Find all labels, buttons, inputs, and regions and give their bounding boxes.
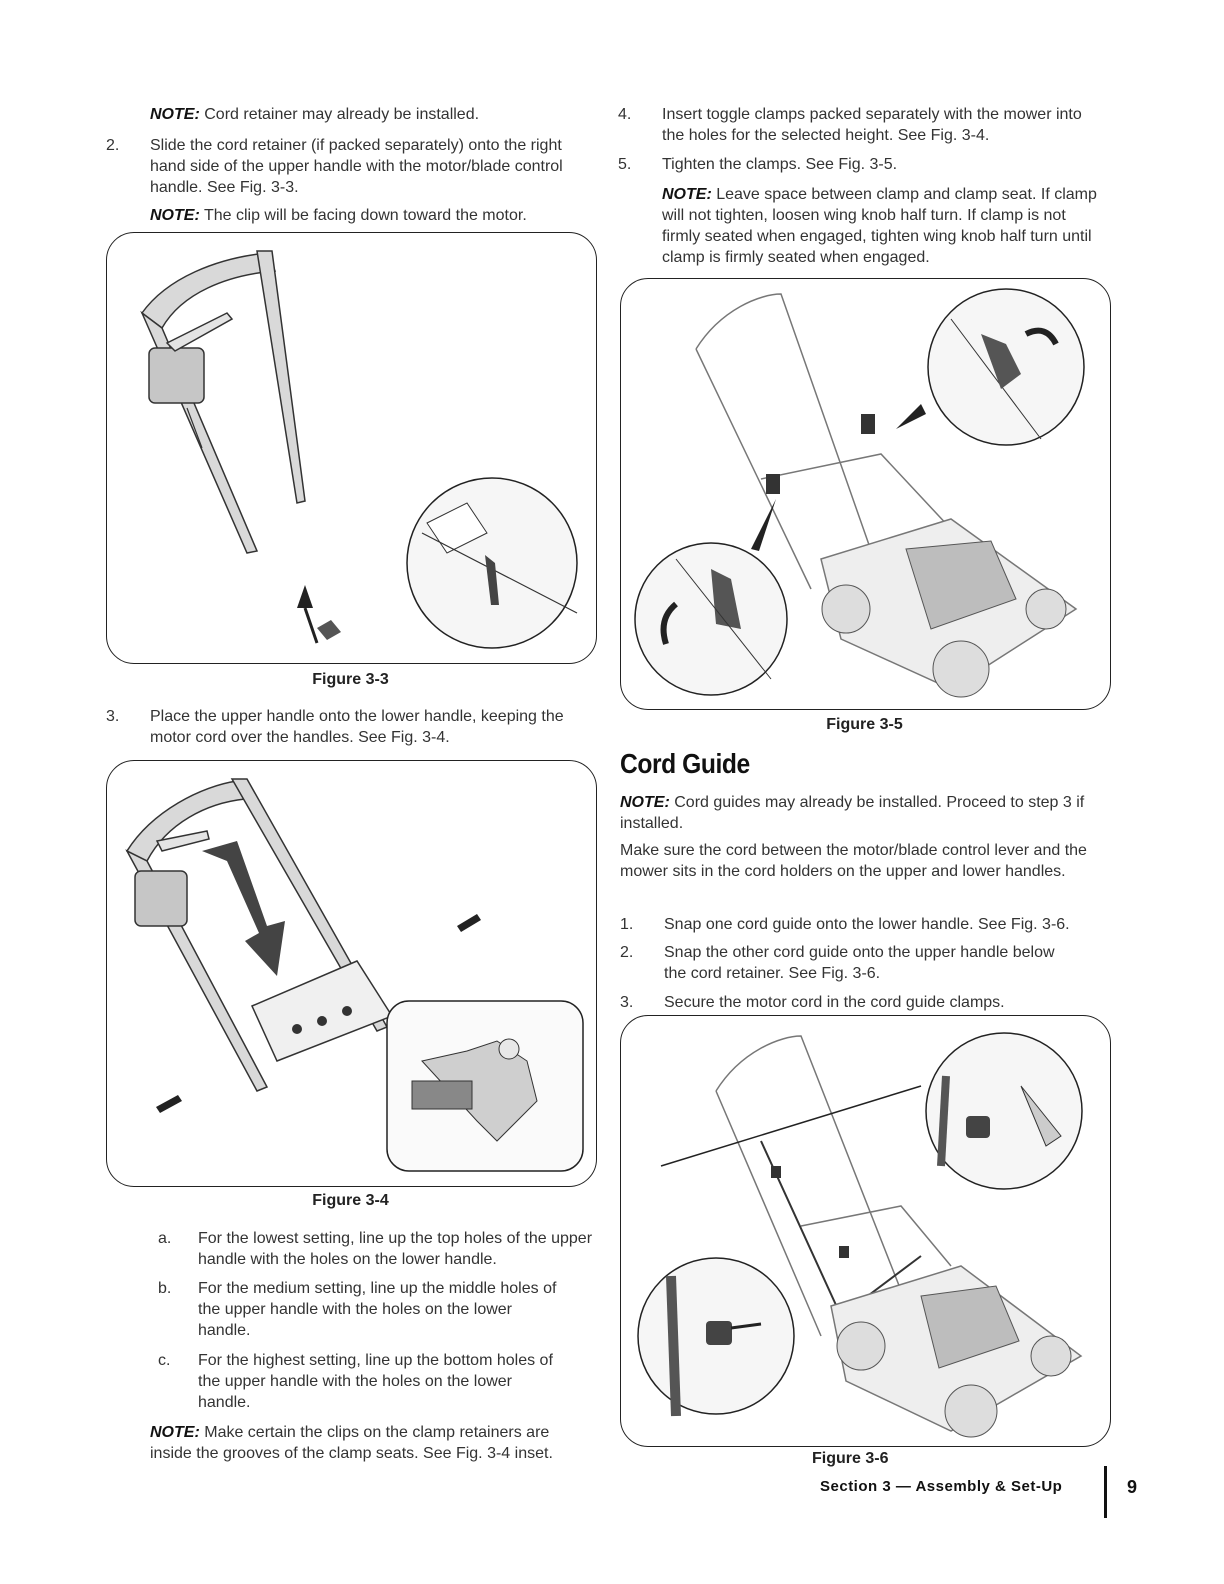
sub-step-letter: c. — [158, 1352, 171, 1369]
note-text: Cord retainer may already be installed. — [204, 106, 480, 123]
cord-guide-step-1 — [620, 914, 1110, 936]
step-text: Slide the cord retainer (if packed separately) onto the right hand side of the upper handle with the motor/blade control handle. See Fig. 3-3. — [150, 137, 563, 196]
note-label: NOTE: — [150, 207, 200, 224]
step-3 — [106, 706, 596, 750]
note-label: NOTE: — [150, 1424, 200, 1441]
step-2 — [106, 135, 596, 201]
step-number: 2. — [106, 137, 120, 154]
figure-3-5-caption: Figure 3-5 — [826, 716, 903, 733]
figure-3-3-illustration — [107, 233, 596, 663]
note-text: Cord guides may already be installed. Proceed to step 3 if installed. — [620, 794, 1085, 832]
section-heading-cord-guide: Cord Guide — [620, 748, 750, 779]
sub-step-letter: b. — [158, 1280, 172, 1297]
page-number: 9 — [1127, 1477, 1138, 1497]
sub-step-text: For the lowest setting, line up the top holes of the upper handle with the holes on the lower handle. — [198, 1230, 593, 1268]
figure-3-5-illustration — [621, 279, 1110, 709]
cord-guide-step-3 — [620, 992, 1110, 1014]
sub-step-c — [158, 1350, 598, 1416]
figure-3-6-caption: Figure 3-6 — [812, 1450, 889, 1467]
note-label: NOTE: — [662, 186, 712, 203]
note-cord-retainer — [150, 104, 590, 125]
figure-3-4-illustration — [107, 761, 596, 1186]
section-footer: Section 3 — Assembly & Set-Up — [820, 1478, 1063, 1495]
figure-3-4 — [106, 760, 597, 1187]
sub-step-letter: a. — [158, 1230, 172, 1247]
sub-step-a — [158, 1228, 598, 1272]
step-number: 5. — [618, 156, 632, 173]
note-label: NOTE: — [620, 794, 670, 811]
note-clip-direction — [150, 205, 590, 226]
step-number: 3. — [106, 708, 120, 725]
note-label: NOTE: — [150, 106, 200, 123]
figure-3-3-caption: Figure 3-3 — [312, 671, 389, 688]
note-clamp-tightening — [662, 184, 1108, 268]
figure-3-5 — [620, 278, 1111, 710]
step-text: Insert toggle clamps packed separately with the mower into the holes for the selected height. See Fig. 3-4. — [662, 106, 1082, 144]
note-text: The clip will be facing down toward the motor. — [203, 207, 527, 224]
note-cord-guides — [620, 792, 1108, 834]
step-4 — [618, 104, 1108, 148]
figure-3-6 — [620, 1015, 1111, 1447]
step-text: Tighten the clamps. See Fig. 3-5. — [662, 156, 898, 173]
step-number: 4. — [618, 106, 632, 123]
cord-guide-paragraph: Make sure the cord between the motor/blade control lever and the mower sits in the cord holders on the upper and lower handles. — [620, 842, 1087, 880]
step-number: 1. — [620, 916, 634, 933]
step-number: 2. — [620, 944, 634, 961]
note-clamp-grooves — [150, 1422, 590, 1464]
sub-step-text: For the medium setting, line up the middle holes of the upper handle with the holes on the lower handle. — [198, 1280, 557, 1339]
figure-3-4-caption: Figure 3-4 — [312, 1192, 389, 1209]
step-text: Snap the other cord guide onto the upper handle below the cord retainer. See Fig. 3-6. — [664, 944, 1055, 982]
step-text: Place the upper handle onto the lower handle, keeping the motor cord over the handles. See Fig. 3-4. — [150, 708, 564, 746]
sub-step-b — [158, 1278, 598, 1344]
sub-step-text: For the highest setting, line up the bottom holes of the upper handle with the holes on the lower handle. — [198, 1352, 553, 1411]
cord-guide-step-2 — [620, 942, 1110, 986]
note-text: Leave space between clamp and clamp seat. If clamp will not tighten, loosen wing knob half turn. If clamp is not firmly seated when engaged, tighten wing knob half turn until clamp is firmly seated when engaged. — [662, 186, 1097, 266]
figure-3-6-illustration — [621, 1016, 1110, 1446]
step-5 — [618, 154, 1108, 176]
step-number: 3. — [620, 994, 634, 1011]
figure-3-3 — [106, 232, 597, 664]
note-text: Make certain the clips on the clamp retainers are inside the grooves of the clamp seats. See Fig. 3-4 inset. — [150, 1424, 553, 1462]
step-text: Secure the motor cord in the cord guide clamps. — [664, 994, 1005, 1011]
step-text: Snap one cord guide onto the lower handle. See Fig. 3-6. — [664, 916, 1070, 933]
footer-divider — [1104, 1466, 1107, 1518]
